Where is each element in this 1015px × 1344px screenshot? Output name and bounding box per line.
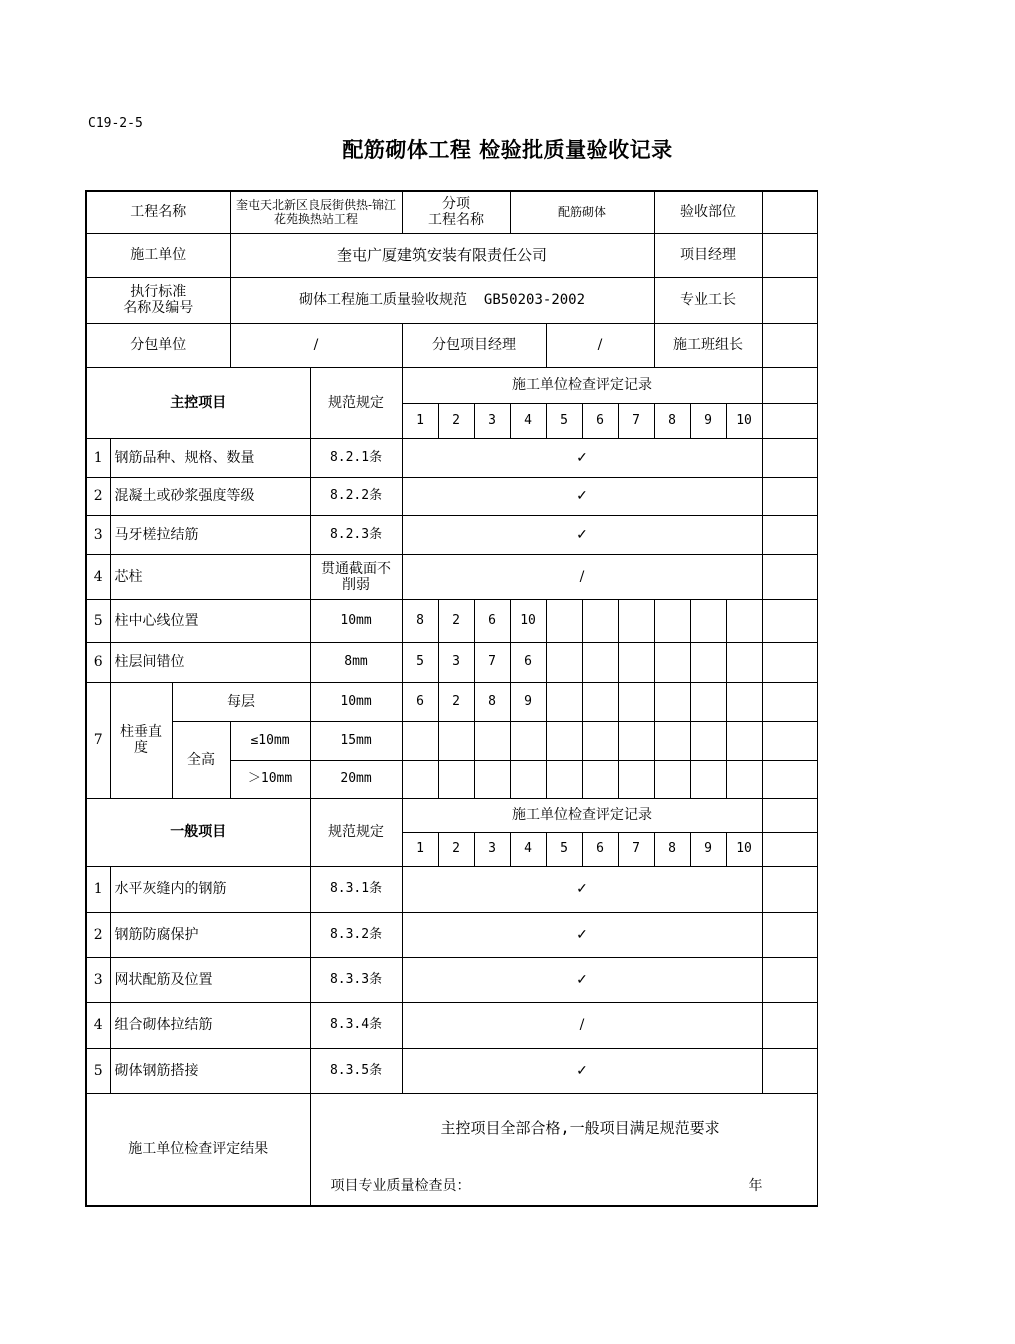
measure-value: [726, 599, 762, 642]
item-name: 柱垂直度: [110, 682, 172, 798]
result-row: [86, 1093, 817, 1206]
item-spec: 贯通截面不削弱: [310, 554, 402, 599]
measure-value: 6: [474, 599, 510, 642]
result-cell: [310, 1093, 817, 1206]
item-spec: 20mm: [310, 760, 402, 798]
general-spec-label: 规范规定: [310, 798, 402, 866]
item-result: ✓: [402, 515, 762, 554]
measure-value: [654, 599, 690, 642]
measure-value: 2: [438, 682, 474, 721]
pm-value: [762, 233, 817, 277]
contractor-label: 施工单位: [86, 233, 230, 277]
pm-label: 项目经理: [654, 233, 762, 277]
table-row: [86, 866, 817, 912]
record-table: [85, 190, 818, 1207]
general-section-label: 一般项目: [86, 798, 310, 866]
table-row: [86, 554, 817, 599]
measure-value: 5: [402, 642, 438, 682]
measure-value: [546, 599, 582, 642]
sub-pm-label: 分包项目经理: [402, 323, 546, 367]
item-no: 1: [86, 866, 110, 912]
item-result: ✓: [402, 866, 762, 912]
item-name: 水平灰缝内的钢筋: [110, 866, 310, 912]
item-name: 钢筋品种、规格、数量: [110, 438, 310, 477]
measure-value: [690, 682, 726, 721]
header-row-contractor: [86, 233, 817, 277]
accept-part-value: [762, 191, 817, 233]
item-no: 7: [86, 682, 110, 798]
per-floor-label: 每层: [172, 682, 310, 721]
main-col-6: 6: [582, 403, 618, 438]
item-no: 2: [86, 477, 110, 515]
gt10-label: ＞10mm: [230, 760, 310, 798]
main-col-3: 3: [474, 403, 510, 438]
item-spec: 8mm: [310, 642, 402, 682]
item-name: 组合砌体拉结筋: [110, 1002, 310, 1048]
measure-value: 10: [510, 599, 546, 642]
table-row: [86, 721, 817, 760]
item-spec: 8.3.2条: [310, 912, 402, 957]
item-result: ✓: [402, 1048, 762, 1093]
item-spec: 8.3.3条: [310, 957, 402, 1002]
measure-value: 9: [510, 682, 546, 721]
general-col-8: 8: [654, 832, 690, 866]
le10-label: ≤10mm: [230, 721, 310, 760]
main-record-label: 施工单位检查评定记录: [402, 367, 762, 403]
inspection-record-sheet: [85, 190, 763, 1210]
measure-value: 8: [474, 682, 510, 721]
table-row: [86, 477, 817, 515]
item-spec: 8.2.3条: [310, 515, 402, 554]
general-col-2: 2: [438, 832, 474, 866]
measure-value: 7: [474, 642, 510, 682]
measure-value: 3: [438, 642, 474, 682]
item-name: 柱层间错位: [110, 642, 310, 682]
general-col-1: 1: [402, 832, 438, 866]
item-spec: 8.2.2条: [310, 477, 402, 515]
measure-value: [618, 682, 654, 721]
general-col-6: 6: [582, 832, 618, 866]
general-col-10: 10: [726, 832, 762, 866]
main-col-5: 5: [546, 403, 582, 438]
item-result: /: [402, 554, 762, 599]
main-col-8: 8: [654, 403, 690, 438]
item-no: 3: [86, 957, 110, 1002]
foreman-label: 专业工长: [654, 277, 762, 323]
measure-value: [582, 682, 618, 721]
project-name-value: 奎屯天北新区良辰街供热-锦江花苑换热站工程: [230, 191, 402, 233]
item-name: 马牙槎拉结筋: [110, 515, 310, 554]
item-no: 2: [86, 912, 110, 957]
item-spec: 8.3.4条: [310, 1002, 402, 1048]
table-row: [86, 599, 817, 642]
measure-value: 6: [402, 682, 438, 721]
item-no: 1: [86, 438, 110, 477]
main-col-9: 9: [690, 403, 726, 438]
table-row: [86, 912, 817, 957]
inspector-label: 项目专业质量检查员：: [330, 1177, 471, 1194]
sub-pm-value: /: [546, 323, 654, 367]
header-row-subcontractor: [86, 323, 817, 367]
date-year-label: 年: [748, 1177, 763, 1194]
measure-value: [582, 642, 618, 682]
general-col-9: 9: [690, 832, 726, 866]
item-result: ✓: [402, 438, 762, 477]
subproject-value: 配筋砌体: [510, 191, 654, 233]
item-spec: 8.3.1条: [310, 866, 402, 912]
general-col-4: 4: [510, 832, 546, 866]
main-col-2: 2: [438, 403, 474, 438]
item-no: 5: [86, 1048, 110, 1093]
main-col-4: 4: [510, 403, 546, 438]
general-record-label: 施工单位检查评定记录: [402, 798, 762, 832]
measure-value: [546, 682, 582, 721]
measure-value: [654, 682, 690, 721]
item-name: 柱中心线位置: [110, 599, 310, 642]
subproject-label: 分项 工程名称: [402, 191, 510, 233]
measure-value: [546, 642, 582, 682]
header-row-project: [86, 191, 817, 233]
page-title: 配筋砌体工程 检验批质量验收记录: [342, 138, 673, 162]
item-name: 混凝土或砂浆强度等级: [110, 477, 310, 515]
foreman-value: [762, 277, 817, 323]
main-section-header: [86, 367, 817, 403]
item-no: 3: [86, 515, 110, 554]
measure-value: 6: [510, 642, 546, 682]
table-row: [86, 1048, 817, 1093]
item-no: 6: [86, 642, 110, 682]
measure-value: [654, 642, 690, 682]
table-row: [86, 957, 817, 1002]
item-no: 4: [86, 554, 110, 599]
document-code: C19-2-5: [88, 116, 143, 131]
contractor-value: 奎屯广厦建筑安装有限责任公司: [230, 233, 654, 277]
standard-label: 执行标准 名称及编号: [86, 277, 230, 323]
item-no: 5: [86, 599, 110, 642]
general-col-7: 7: [618, 832, 654, 866]
main-section-label: 主控项目: [86, 367, 310, 438]
main-spec-label: 规范规定: [310, 367, 402, 438]
item-result: /: [402, 1002, 762, 1048]
table-row: [86, 1002, 817, 1048]
measure-value: 2: [438, 599, 474, 642]
item-name: 网状配筋及位置: [110, 957, 310, 1002]
general-col-5: 5: [546, 832, 582, 866]
measure-value: [618, 599, 654, 642]
item-spec: 10mm: [310, 599, 402, 642]
team-leader-label: 施工班组长: [654, 323, 762, 367]
measure-value: [726, 642, 762, 682]
main-col-7: 7: [618, 403, 654, 438]
subcontractor-label: 分包单位: [86, 323, 230, 367]
table-row: [86, 642, 817, 682]
general-col-3: 3: [474, 832, 510, 866]
item-spec: 10mm: [310, 682, 402, 721]
main-col-10: 10: [726, 403, 762, 438]
result-label: 施工单位检查评定结果: [86, 1093, 310, 1206]
measure-value: [582, 599, 618, 642]
team-leader-value: [762, 323, 817, 367]
item-spec: 15mm: [310, 721, 402, 760]
item-result: ✓: [402, 957, 762, 1002]
item-spec: 8.2.1条: [310, 438, 402, 477]
result-conclusion: 主控项目全部合格,一般项目满足规范要求: [440, 1118, 720, 1137]
project-name-label: 工程名称: [86, 191, 230, 233]
item-result: ✓: [402, 477, 762, 515]
measure-value: [690, 599, 726, 642]
general-section-header: [86, 798, 817, 832]
subcontractor-value: /: [230, 323, 402, 367]
measure-value: 8: [402, 599, 438, 642]
accept-part-label: 验收部位: [654, 191, 762, 233]
table-row: [86, 682, 817, 721]
item-no: 4: [86, 1002, 110, 1048]
header-row-standard: [86, 277, 817, 323]
table-row: [86, 438, 817, 477]
measure-value: [618, 642, 654, 682]
main-col-1: 1: [402, 403, 438, 438]
measure-value: [726, 682, 762, 721]
item-name: 芯柱: [110, 554, 310, 599]
item-spec: 8.3.5条: [310, 1048, 402, 1093]
full-height-label: 全高: [172, 721, 230, 798]
table-row: [86, 515, 817, 554]
item-name: 砌体钢筋搭接: [110, 1048, 310, 1093]
item-name: 钢筋防腐保护: [110, 912, 310, 957]
measure-value: [690, 642, 726, 682]
standard-value: 砌体工程施工质量验收规范 GB50203-2002: [230, 277, 654, 323]
item-result: ✓: [402, 912, 762, 957]
